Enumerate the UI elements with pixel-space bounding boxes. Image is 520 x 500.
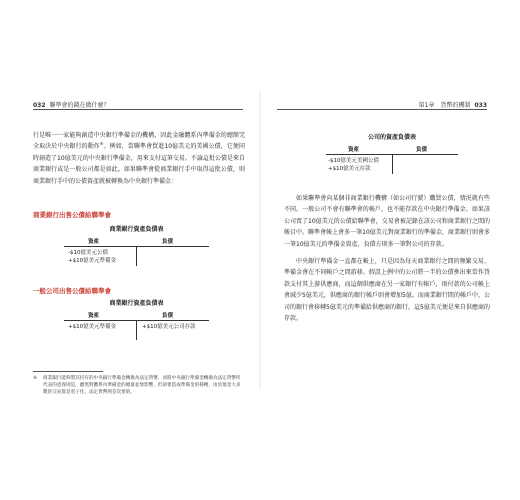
left-book-title: 聯準會的錢在做什麼？ <box>49 102 110 109</box>
left-paragraph-text-b: 。例如，當聯準會買進10億美元的美國公債，它便同時創造了10億美元的中央銀行準備金，用來支付這筆交易。不論這批公債是來自商業銀行或是一般公司都是如此。如果聯準會從商業銀行手中取得這批公債，則商業銀行手中的公債資產就被轉換為中央銀行準備金： <box>33 143 245 185</box>
footnote-rule <box>33 371 103 372</box>
asset-entry-2: +$10億美元存款 <box>328 166 371 172</box>
asset-header: 資產 <box>88 313 100 319</box>
asset-entry-1: -$10億美元公債 <box>68 250 108 256</box>
liability-header: 負債 <box>162 313 174 319</box>
company-balance-sheet-table <box>326 132 458 178</box>
section-heading-company-sells: 一般公司出售公債給聯準會 <box>33 287 111 295</box>
liability-entry-1: +$10億美元公司存款 <box>142 324 196 330</box>
asset-entry-1: +$10億美元準備金 <box>68 324 117 330</box>
asset-entry-2: +$10億美元準備金 <box>68 258 117 264</box>
asset-entry-1: -$10億美元美國公債 <box>328 158 379 164</box>
left-paragraph-text-a: 行是唯一一家能夠創造中央銀行準備金的機構，因此金融體系內準備金的總額完全取決於中央銀行的動作 <box>33 132 245 151</box>
table-divider <box>392 154 393 174</box>
right-body-text <box>284 193 490 324</box>
footnote-mark: ⑥ <box>33 376 38 381</box>
liability-header: 負債 <box>162 239 174 245</box>
chapter-title: 第1章 貨幣的機制 <box>418 102 471 109</box>
left-body-paragraph <box>33 130 245 187</box>
section-heading-bank-sells: 商業銀行出售公債給聯準會 <box>33 211 111 219</box>
liability-header: 負債 <box>416 147 428 153</box>
table-title: 公司的資產負債表 <box>367 134 416 141</box>
left-page-number: 032 <box>33 102 46 109</box>
footnote-reference: ⑥ <box>99 141 104 147</box>
right-header-rule <box>277 109 487 110</box>
table-divider <box>136 320 137 340</box>
right-page <box>260 0 520 500</box>
right-paragraph-2: 中央銀行準備金一直都在帳上，只是因為每天商業銀行之間的頻繁交易，準備金會在不同帳戶之間游移。假設上例中的公司將一半的公債參出來當作貨款支付其上游供應商，而這個供應商在另一家銀行有帳戶，則付款的公司帳上會減少5億美元，供應商的銀行帳戶則會增加5億。而商業銀行間的帳戶中，公司的銀行會移轉5億美元的準備給供應商的銀行，這5億美元便是來自供應商的存款。 <box>284 258 490 323</box>
bank-balance-sheet-table-2 <box>64 298 209 344</box>
right-paragraph-1: 如果聯準會向某個非商業銀行機構（如公司行號）購買公債，情況就有些不同。一般公司不會有聯準會的帳戶，也不能存款在中央銀行準備金。如果該公司賣了10億美元的公債給聯準會，交易會被記錄在該公司和商業銀行之間的帳目中。聯準會帳上會多一筆10億美元對商業銀行的準備金，商業銀行則會多一筆10億美元的準備金資產，負債方則多一筆對公司的存款。 <box>284 195 490 248</box>
asset-header: 資產 <box>88 239 100 245</box>
right-page-number: 033 <box>474 102 487 109</box>
left-running-header <box>33 100 110 109</box>
table-title: 商業銀行資產負債表 <box>109 226 164 233</box>
table-divider <box>136 246 137 266</box>
footnote <box>33 375 245 396</box>
asset-header: 資產 <box>348 147 360 153</box>
left-header-rule <box>33 109 243 110</box>
footnote-text: 商業銀行能夠將其持有的中央銀行準備金轉換為法定貨幣，而將中央銀行準備金轉換為法定貨幣所代表的意義則是，雖然對體系內準備金的總量並無影響，但卻會造成準備金的移轉，由於現金大多數的交易都是電子化，法定貨幣則是次要的。 <box>43 376 241 395</box>
bank-balance-sheet-table-1 <box>64 224 209 270</box>
table-title: 商業銀行資產負債表 <box>109 300 164 307</box>
right-running-header <box>419 100 487 109</box>
